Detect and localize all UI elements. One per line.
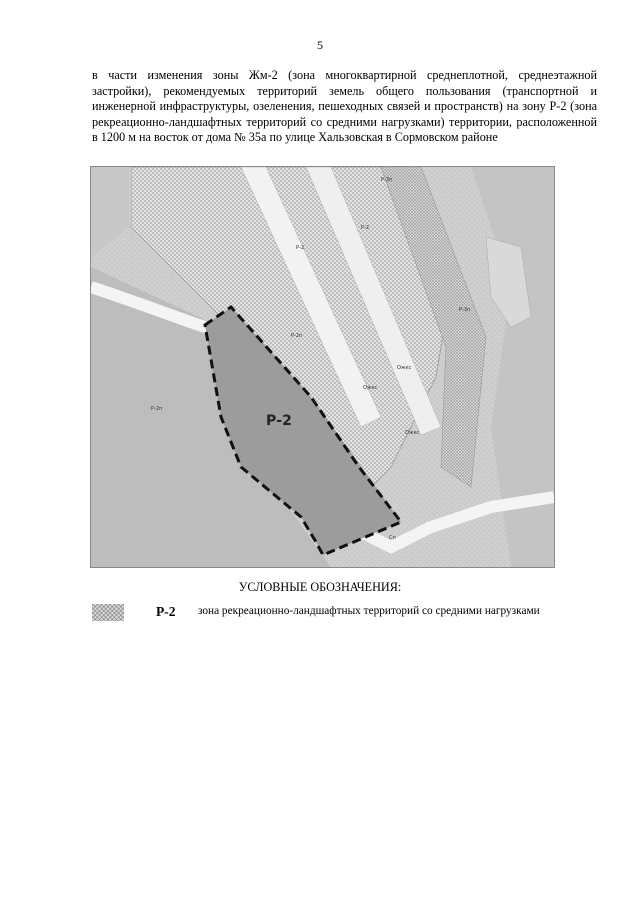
zone-label: Ожкс: [397, 365, 412, 371]
legend-description: зона рекреационно-ландшафтных территорий со средними нагрузками: [198, 605, 540, 617]
zone-label: Р-3п: [459, 307, 471, 313]
zone-label: Р-2: [296, 245, 305, 251]
legend-swatch: [92, 604, 124, 621]
main-zone-label: Р-2: [266, 413, 292, 429]
legend-code: Р-2: [156, 604, 176, 619]
zone-label: Р-3п: [381, 177, 393, 183]
zone-label: Р-2: [361, 225, 370, 231]
page-number: 5: [317, 38, 323, 52]
legend-title: УСЛОВНЫЕ ОБОЗНАЧЕНИЯ:: [238, 580, 402, 594]
zone-label: Сп: [389, 535, 396, 541]
zone-label: Р-2п: [151, 406, 163, 412]
zoning-map: [90, 166, 555, 568]
zoning-map-drawing: [91, 167, 554, 567]
zone-label: Р-2п: [291, 333, 303, 339]
intro-paragraph: в части изменения зоны Жм-2 (зона многоквартирной среднеплотной, среднеэтажной застройки), рекомендуемых территорий земель общего пользования (транспортной и инженерной инфраструктуры, озеленения, пешеходных связей и пространств) на зону Р-2 (зона рекреационно-ландшафтных территорий со средними нагрузками) территории, расположенной в 1200 м на восток от дома № 35а по улице Хальзовская в Сормовском районе: [92, 68, 597, 144]
zone-label: Ожкс: [405, 430, 420, 436]
zone-label: Ожкс: [363, 385, 378, 391]
legend-item: [92, 604, 602, 622]
